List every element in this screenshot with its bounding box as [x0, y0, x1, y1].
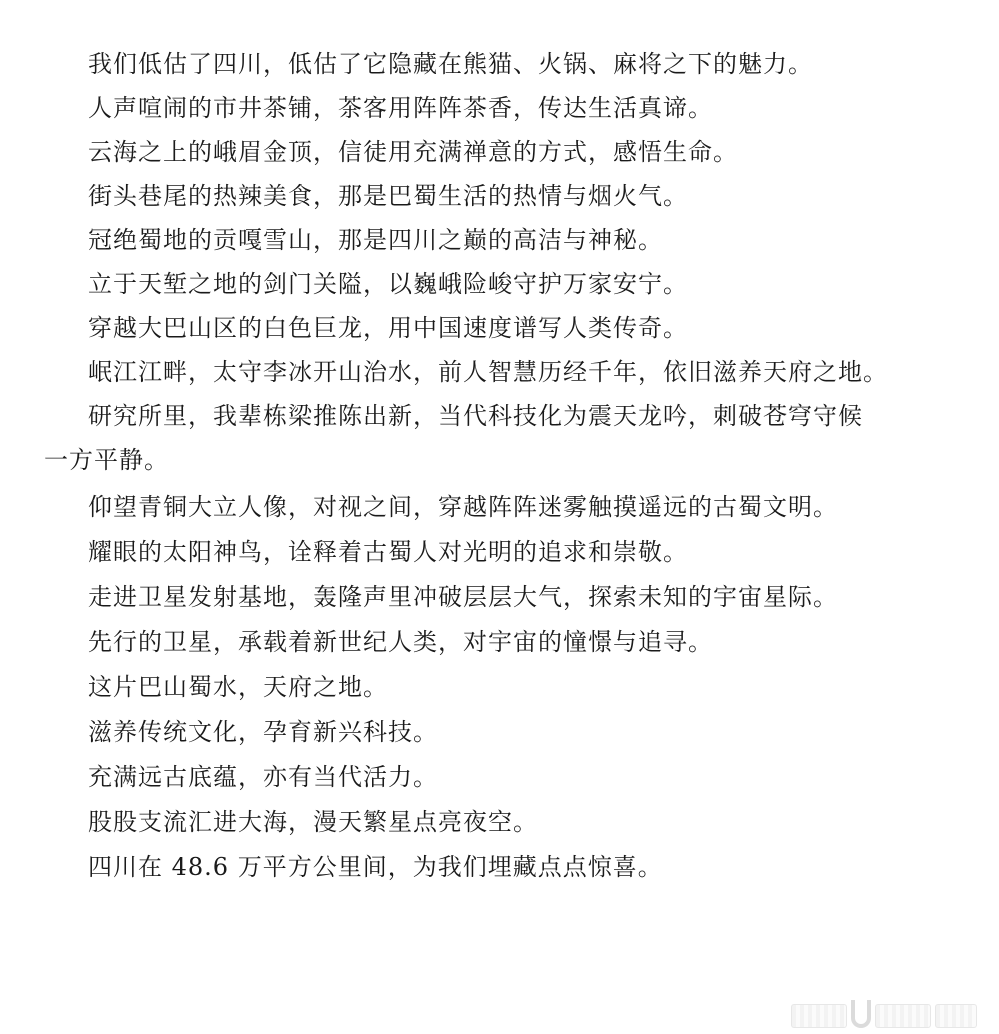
paragraph-18: 四川在 48.6 万平方公里间，为我们埋藏点点惊喜。 — [88, 853, 663, 881]
paragraph-11: 耀眼的太阳神鸟，诠释着古蜀人对光明的追求和崇敬。 — [88, 538, 688, 566]
paragraph-10: 仰望青铜大立人像，对视之间，穿越阵阵迷雾触摸遥远的古蜀文明。 — [88, 493, 838, 521]
paragraph-16: 充满远古底蕴，亦有当代活力。 — [88, 763, 438, 791]
paragraph-4: 街头巷尾的热辣美食，那是巴蜀生活的热情与烟火气。 — [88, 182, 688, 210]
watermark-block-icon — [875, 1004, 931, 1028]
paragraph-1: 我们低估了四川，低估了它隐藏在熊猫、火锅、麻将之下的魅力。 — [88, 50, 813, 78]
paragraph-14: 这片巴山蜀水，天府之地。 — [88, 673, 388, 701]
watermark-block-icon — [935, 1004, 977, 1028]
paragraph-3: 云海之上的峨眉金顶，信徒用充满禅意的方式，感悟生命。 — [88, 138, 738, 166]
paragraph-2: 人声喧闹的市井茶铺，茶客用阵阵茶香，传达生活真谛。 — [88, 94, 713, 122]
watermark-logo — [791, 1000, 977, 1028]
paragraph-12: 走进卫星发射基地，轰隆声里冲破层层大气，探索未知的宇宙星际。 — [88, 583, 838, 611]
paragraph-6: 立于天堑之地的剑门关隘，以巍峨险峻守护万家安宁。 — [88, 270, 688, 298]
paragraph-15: 滋养传统文化，孕育新兴科技。 — [88, 718, 438, 746]
paragraph-5: 冠绝蜀地的贡嘎雪山，那是四川之巅的高洁与神秘。 — [88, 226, 663, 254]
paragraph-8: 岷江江畔，太守李冰开山治水，前人智慧历经千年，依旧滋养天府之地。 — [88, 358, 888, 386]
watermark-u-icon — [851, 1000, 871, 1028]
paragraph-17: 股股支流汇进大海，漫天繁星点亮夜空。 — [88, 808, 538, 836]
paragraph-9-continuation: 一方平静。 — [44, 446, 169, 474]
paragraph-13: 先行的卫星，承载着新世纪人类，对宇宙的憧憬与追寻。 — [88, 628, 713, 656]
watermark-block-icon — [791, 1004, 847, 1028]
paragraph-7: 穿越大巴山区的白色巨龙，用中国速度谱写人类传奇。 — [88, 314, 688, 342]
paragraph-9: 研究所里，我辈栋梁推陈出新，当代科技化为震天龙吟，刺破苍穹守候 — [88, 402, 863, 430]
